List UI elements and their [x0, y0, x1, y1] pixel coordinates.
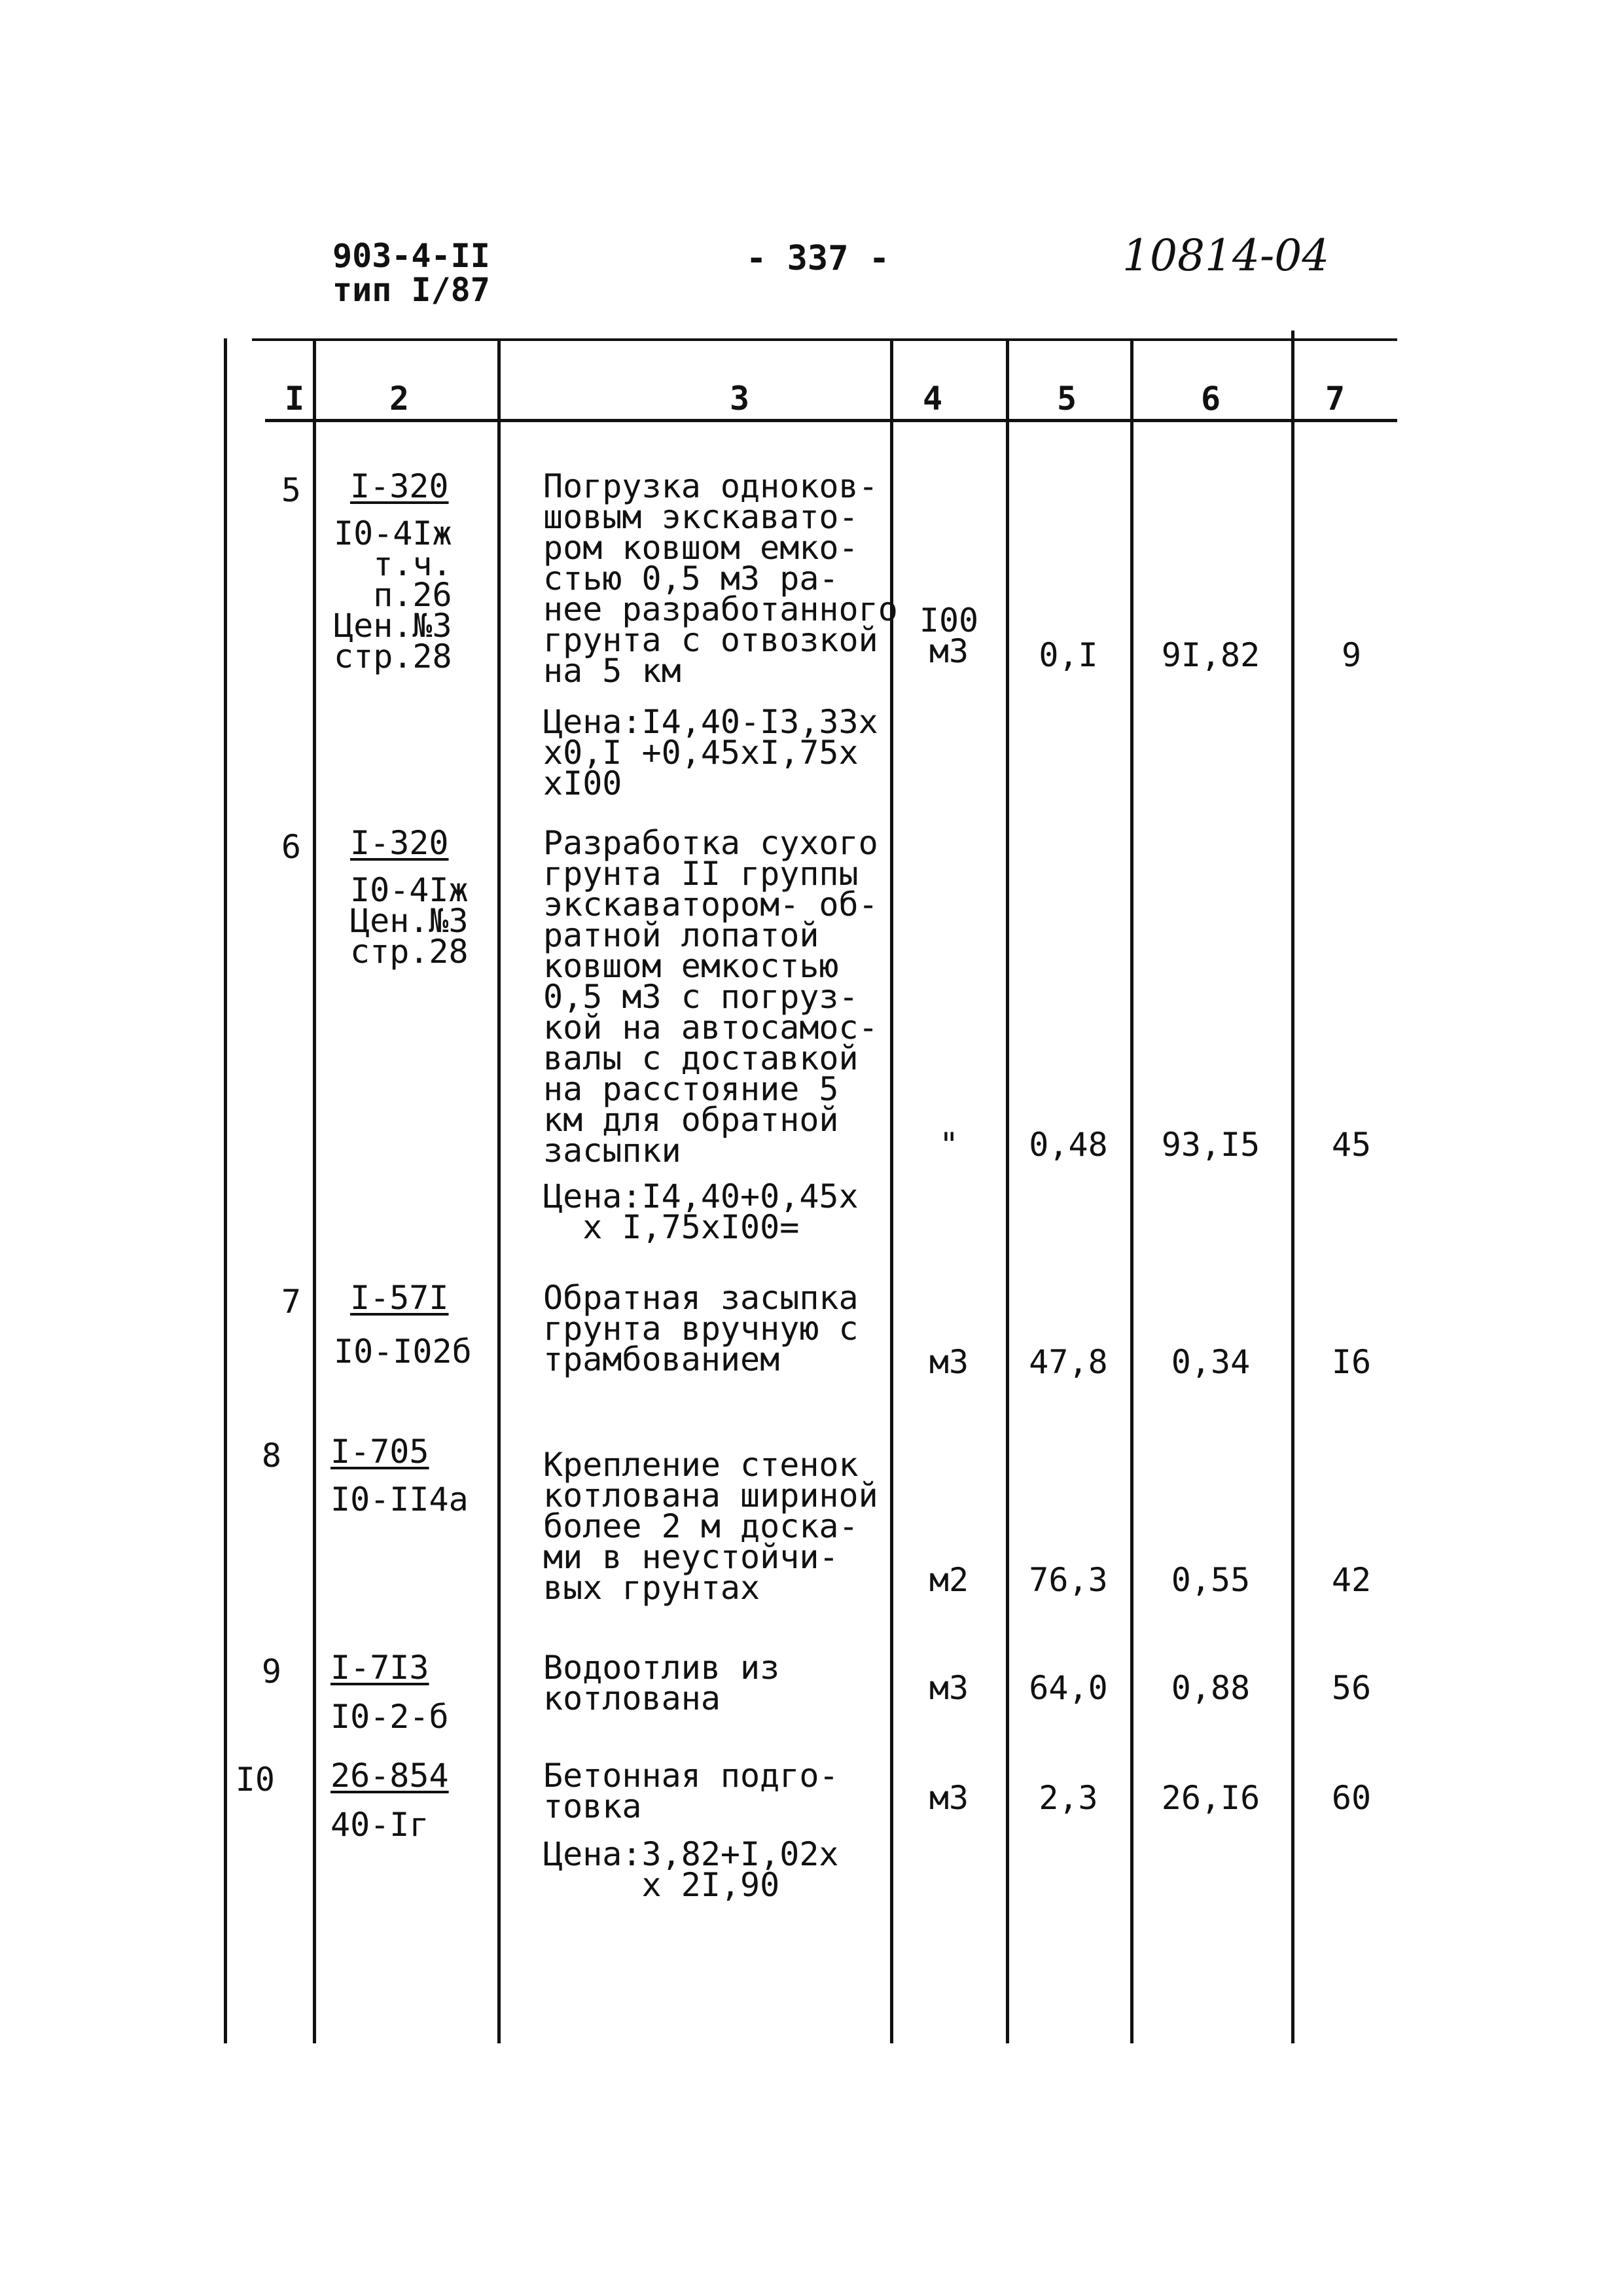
- column-header: 6: [1200, 380, 1221, 418]
- column-header: I: [284, 380, 305, 418]
- row-unit: м3: [929, 1669, 969, 1707]
- column-header: 7: [1325, 380, 1346, 418]
- row-total: 9: [1341, 636, 1362, 674]
- document-series: 903-4-II: [332, 237, 490, 275]
- row-number: 7: [281, 1283, 301, 1321]
- row-code-main: I-320: [350, 824, 449, 862]
- row-code-main: I-320: [350, 467, 449, 505]
- row-price-formula: Цена:I4,40+0,45х х I,75хI00=: [543, 1177, 859, 1246]
- row-quantity: 47,8: [1029, 1343, 1108, 1381]
- row-unit-price: 26,I6: [1161, 1779, 1260, 1817]
- row-price-formula: Цена:3,82+I,02х х 2I,90: [543, 1835, 839, 1904]
- row-unit: м3: [929, 1779, 969, 1817]
- row-quantity: 64,0: [1029, 1669, 1108, 1707]
- row-description: Разработка сухого грунта II группы экскаватором- об- ратной лопатой ковшом емкостью 0,5 м3 с погруз- кой на автосамос- валы с доставкой на расстояние 5 км для обратной засыпки: [543, 824, 878, 1170]
- column-divider: [497, 338, 501, 2043]
- row-quantity: 0,I: [1039, 636, 1098, 674]
- row-description: Бетонная подго- товка: [543, 1757, 839, 1825]
- page-number: - 337 -: [746, 239, 890, 278]
- row-unit: м2: [929, 1561, 969, 1599]
- row-unit: ": [938, 1126, 959, 1164]
- row-unit-price: 0,55: [1171, 1561, 1251, 1599]
- column-header: 5: [1056, 380, 1077, 418]
- row-code-main: I-7I3: [330, 1649, 429, 1687]
- row-number: 8: [261, 1437, 281, 1475]
- row-description: Водоотлив из котлована: [543, 1649, 780, 1717]
- column-header: 3: [729, 380, 750, 418]
- row-code-details: I0-4Iж Цен.№3 стр.28: [350, 871, 469, 971]
- row-total: I6: [1331, 1343, 1372, 1381]
- column-divider: [1130, 338, 1133, 2043]
- row-total: 45: [1331, 1126, 1372, 1164]
- row-unit-price: 0,34: [1171, 1343, 1251, 1381]
- row-quantity: 2,3: [1039, 1779, 1098, 1817]
- row-quantity: 76,3: [1029, 1561, 1108, 1599]
- row-unit-price: 93,I5: [1161, 1126, 1260, 1164]
- row-description: Обратная засыпка грунта вручную с трамбованием: [543, 1279, 859, 1378]
- row-number: I0: [235, 1761, 275, 1799]
- row-description: Погрузка одноков- шовым экскавато- ром ковшом емко- стью 0,5 м3 ра- нее разработанного грунта с отвозкой на 5 км: [543, 467, 898, 690]
- row-number: 6: [281, 828, 301, 866]
- row-code-details: I0-I02б: [334, 1333, 472, 1371]
- row-code-details: I0-2-б: [330, 1698, 449, 1736]
- row-total: 42: [1331, 1561, 1372, 1599]
- row-unit: I00 м3: [919, 601, 979, 670]
- row-quantity: 0,48: [1029, 1126, 1108, 1164]
- table-top-rule: [252, 338, 1397, 341]
- row-code-details: I0-4Iж т.ч. п.26 Цен.№3 стр.28: [334, 514, 452, 675]
- row-unit: м3: [929, 1343, 969, 1381]
- row-unit-price: 9I,82: [1161, 636, 1260, 674]
- row-code-details: I0-II4а: [330, 1480, 469, 1518]
- row-number: 5: [281, 471, 301, 509]
- row-number: 9: [261, 1653, 281, 1691]
- row-unit-price: 0,88: [1171, 1669, 1251, 1707]
- column-divider: [313, 338, 316, 2043]
- column-divider: [1291, 331, 1294, 2043]
- row-code-main: 26-854: [330, 1757, 449, 1795]
- handwritten-document-id: 10814-04: [1122, 230, 1330, 281]
- row-code-main: I-705: [330, 1433, 429, 1471]
- row-total: 60: [1331, 1779, 1372, 1817]
- column-header: 4: [922, 380, 943, 418]
- row-code-details: 40-Iг: [330, 1806, 429, 1844]
- column-divider: [1006, 338, 1009, 2043]
- row-description: Крепление стенок котлована шириной более 2 м доска- ми в неустойчи- вых грунтах: [543, 1446, 878, 1607]
- header-bottom-rule: [265, 419, 1397, 422]
- row-total: 56: [1331, 1669, 1372, 1707]
- row-code-main: I-57I: [350, 1279, 449, 1317]
- row-price-formula: Цена:I4,40-I3,33х х0,I +0,45хI,75х хI00: [543, 703, 878, 802]
- document-type: тип I/87: [332, 271, 490, 309]
- document-code: [332, 239, 490, 307]
- column-header: 2: [389, 380, 410, 418]
